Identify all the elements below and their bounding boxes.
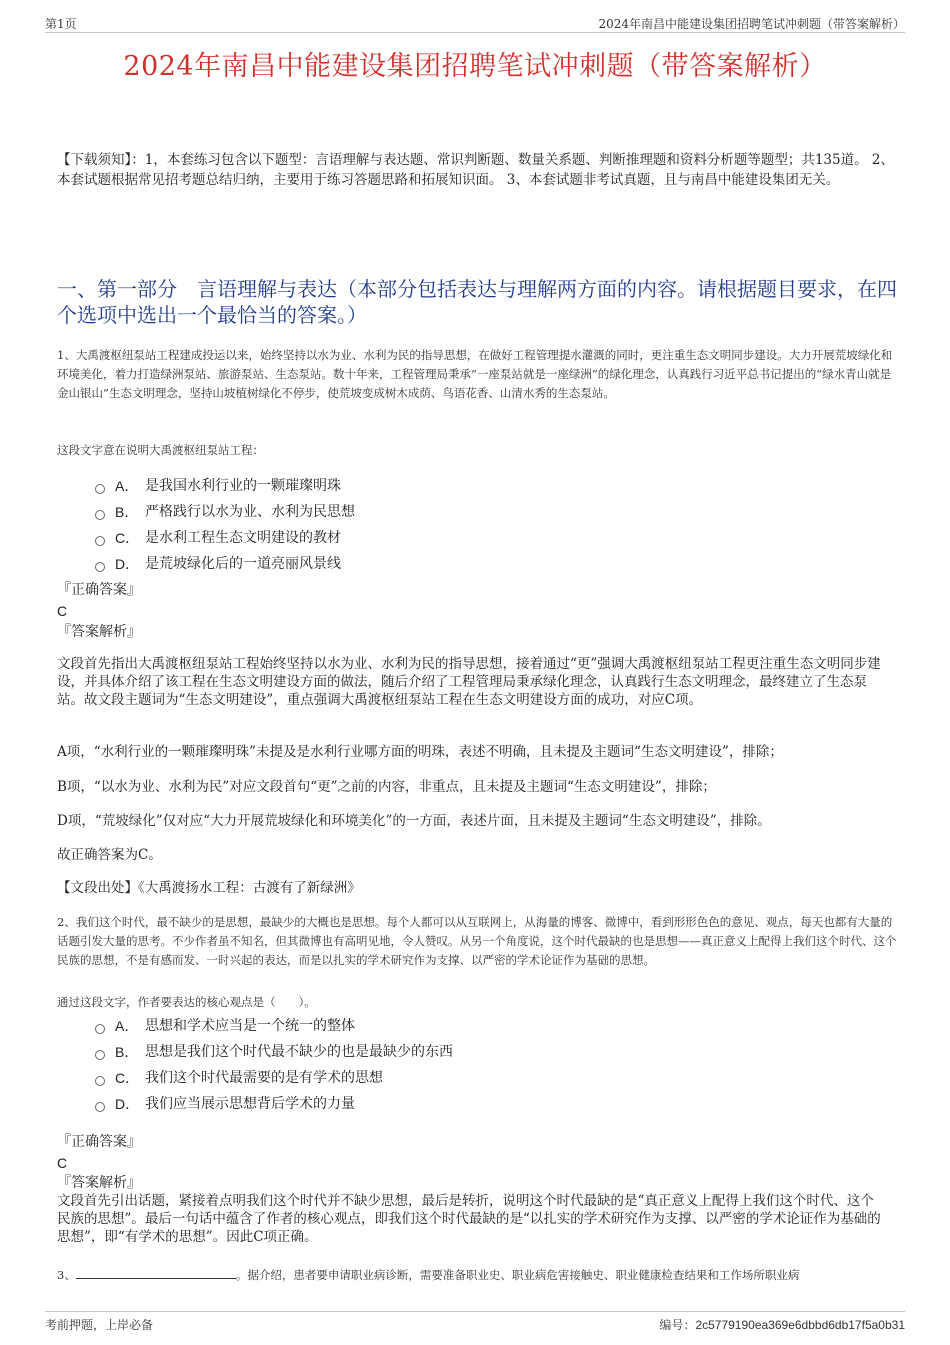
option-text: 是水利工程生态文明建设的教材: [145, 530, 341, 546]
footer-slogan: 考前押题，上岸必备: [45, 1318, 154, 1332]
header-doc-name: 2024年南昌中能建设集团招聘笔试冲刺题（带答案解析）: [598, 17, 905, 31]
radio-icon[interactable]: [95, 1024, 105, 1034]
option-text: 是荒坡绿化后的一道亮丽风景线: [145, 556, 341, 572]
question-3-number: 3、: [57, 1268, 76, 1282]
code-label: 编号：: [659, 1318, 696, 1332]
question-1-answer-block: [57, 581, 885, 641]
document-title: 2024年南昌中能建设集团招聘笔试冲刺题（带答案解析）: [123, 51, 827, 82]
question-1-conclusion: 故正确答案为C。: [57, 847, 162, 863]
question-2-option-b[interactable]: B． 思想是我们这个时代最不缺少的也是最缺少的东西: [95, 1039, 795, 1065]
question-1-analysis-main: 文段首先指出大禹渡枢纽泵站工程始终坚持以水为业、水利为民的指导思想，接着通过“更”强调大禹渡枢纽泵站工程更注重生态文明同步建设，并具体介绍了该工程在生态文明建设方面的做法，随后介绍了工程管理局秉承绿化理念，认真践行生态文明理念，最终建立了生态泵站。故文段主题词为“生态文明建设”，重点强调大禹渡枢纽泵站工程在生态文明建设方面的成功，对应C项。: [57, 656, 881, 708]
radio-icon[interactable]: [95, 536, 105, 546]
question-1-analysis-d: D项，“荒坡绿化”仅对应“大力开展荒坡绿化和环境美化”的一方面，表述片面，且未提及主题词“生态文明建设”，排除。: [57, 813, 771, 829]
question-1-options: [95, 473, 795, 577]
option-text: 思想和学术应当是一个统一的整体: [145, 1018, 355, 1034]
radio-icon[interactable]: [95, 562, 105, 572]
question-1-option-a[interactable]: A． 是我国水利行业的一颗璀璨明珠: [95, 473, 795, 499]
option-text: 思想是我们这个时代最不缺少的也是最缺少的东西: [145, 1044, 453, 1060]
code-value: 2c5779190ea369e6dbbd6db17f5a0b31: [695, 1318, 905, 1332]
answer-value: C: [57, 1155, 68, 1171]
radio-icon[interactable]: [95, 510, 105, 520]
question-2-prompt: 通过这段文字，作者要表达的核心观点是（ ）。: [57, 995, 316, 1009]
question-1-stem: 1、大禹渡枢纽泵站工程建成投运以来，始终坚持以水为业、水利为民的指导思想，在做好工程管理提水灌溉的同时，更注重生态文明同步建设。大力开展荒坡绿化和环境美化，着力打造绿洲泵站、旅游泵站、生态泵站。数十年来，工程管理局秉承“一座泵站就是一座绿洲”的绿化理念，认真践行习近平总书记提出的“绿水青山就是金山银山”生态文明理念，坚持山坡植树绿化不停步，使荒坡变成树木成荫、鸟语花香、山清水秀的生态泵站。: [57, 348, 893, 400]
footer-code: [659, 1316, 905, 1333]
option-text: 我们应当展示思想背后学术的力量: [145, 1096, 355, 1112]
page-footer: [45, 1311, 905, 1332]
answer-label: 『正确答案』: [57, 582, 141, 598]
question-3-stem: [57, 1266, 897, 1285]
question-1-option-d[interactable]: D． 是荒坡绿化后的一道亮丽风景线: [95, 551, 795, 577]
question-1-analysis-b: B项，“以水为业、水利为民”对应文段首句“更”之前的内容，非重点，且未提及主题词“生态文明建设”，排除；: [57, 779, 716, 795]
answer-value: C: [57, 603, 68, 619]
option-text: 严格践行以水为业、水利为民思想: [145, 504, 355, 520]
question-2-option-c[interactable]: C． 我们这个时代最需要的是有学术的思想: [95, 1065, 795, 1091]
section-heading: 一、第一部分 言语理解与表达（本部分包括表达与理解两方面的内容。请根据题目要求，在四个选项中选出一个最恰当的答案。）: [57, 277, 897, 327]
answer-label: 『正确答案』: [57, 1134, 141, 1150]
analysis-label: 『答案解析』: [57, 1175, 141, 1191]
page-header: [45, 14, 905, 33]
question-2-option-d[interactable]: D． 我们应当展示思想背后学术的力量: [95, 1091, 795, 1117]
radio-icon[interactable]: [95, 1076, 105, 1086]
question-3-text: 。据介绍，患者要申请职业病诊断，需要准备职业史、职业病危害接触史、职业健康检查结果和工作场所职业病: [235, 1268, 800, 1282]
question-1-prompt: 这段文字意在说明大禹渡枢纽泵站工程：: [57, 443, 264, 457]
question-1-option-b[interactable]: B． 严格践行以水为业、水利为民思想: [95, 499, 795, 525]
radio-icon[interactable]: [95, 1102, 105, 1112]
question-2-stem: 2、我们这个时代，最不缺少的是思想，最缺少的大概也是思想。每个人都可以从互联网上，从海量的博客、微博中，看到形形色色的意见、观点，每天也都有大量的话题引发大量的思考。不少作者虽不知名，但其微博也有高明见地，令人赞叹。从另一个角度说，这个时代最缺的也是思想——真正意义上配得上我们这个时代、这个民族的思想，不是有感而发、一时兴起的表达，而是以扎实的学术研究作为支撑、以严密的学术论证作为基础的思想。: [57, 915, 897, 967]
question-2-analysis: 文段首先引出话题，紧接着点明我们这个时代并不缺少思想，最后是转折，说明这个时代最缺的是“真正意义上配得上我们这个时代、这个民族的思想”。最后一句话中蕴含了作者的核心观点，即我们这个时代最缺的是“以扎实的学术研究作为支撑、以严密的学术论证作为基础的思想”，即“有学术的思想”。因此C项正确。: [57, 1193, 881, 1245]
option-text: 我们这个时代最需要的是有学术的思想: [145, 1070, 383, 1086]
fill-in-blank[interactable]: [76, 1266, 236, 1279]
download-notice: 【下载须知】：1，本套练习包含以下题型：言语理解与表达题、常识判断题、数量关系题、判断推理题和资料分析题等题型；共135道。 2、本套试题根据常见招考题总结归纳，主要用于练习答题思路和拓展知识面。 3、本套试题非考试真题，且与南昌中能建设集团无关。: [57, 152, 894, 188]
analysis-label: 『答案解析』: [57, 624, 141, 640]
radio-icon[interactable]: [95, 484, 105, 494]
question-2-answer-block: [57, 1133, 885, 1246]
page-number: 第1页: [45, 17, 77, 31]
question-2-option-a[interactable]: A． 思想和学术应当是一个统一的整体: [95, 1013, 795, 1039]
radio-icon[interactable]: [95, 1050, 105, 1060]
question-1-analysis-a: A项，“水利行业的一颗璀璨明珠”未提及是水利行业哪方面的明珠，表述不明确，且未提及主题词“生态文明建设”，排除；: [57, 744, 783, 760]
question-1-source: 【文段出处】《大禹渡扬水工程：古渡有了新绿洲》: [57, 880, 361, 896]
question-1-option-c[interactable]: C． 是水利工程生态文明建设的教材: [95, 525, 795, 551]
question-2-options: [95, 1013, 795, 1117]
option-text: 是我国水利行业的一颗璀璨明珠: [145, 478, 341, 494]
